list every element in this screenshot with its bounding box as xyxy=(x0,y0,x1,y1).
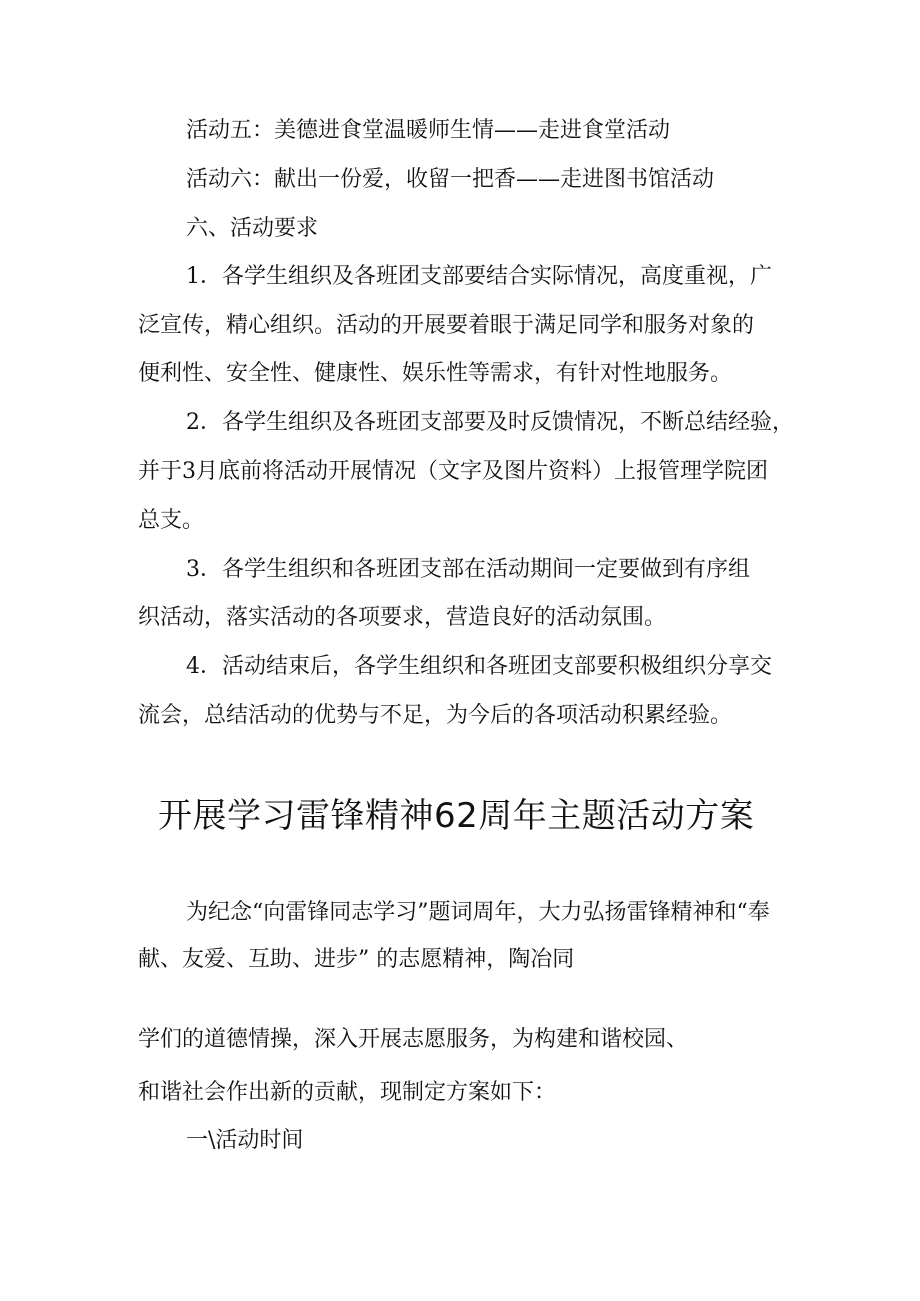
activity-five-line: 活动五：美德进食堂温暖师生情——走进食堂活动 xyxy=(186,118,671,143)
requirement-2-line-3: 总支。 xyxy=(138,508,205,533)
requirement-1-line-3: 便利性、安全性、健康性、娱乐性等需求，有针对性地服务。 xyxy=(138,361,733,386)
intro-line-2: 献、友爱、互助、进步” 的志愿精神，陶冶同 xyxy=(138,947,575,972)
activity-time-heading: 一\活动时间 xyxy=(186,1128,304,1153)
intro-line-3: 学们的道德情操，深入开展志愿服务，为构建和谐校园、 xyxy=(138,1027,689,1052)
requirement-4-line-2: 流会，总结活动的优势与不足，为今后的各项活动积累经验。 xyxy=(138,703,733,728)
requirement-4-line-1: 4．活动结束后，各学生组织和各班团支部要积极组织分享交 xyxy=(186,654,772,679)
requirement-1-line-1: 1．各学生组织及各班团支部要结合实际情况，高度重视，广 xyxy=(186,264,772,289)
intro-line-1: 为纪念“向雷锋同志学习”题词周年，大力弘扬雷锋精神和“奉 xyxy=(186,900,770,925)
document-title: 开展学习雷锋精神62周年主题活动方案 xyxy=(158,796,755,836)
requirements-heading: 六、活动要求 xyxy=(186,216,319,241)
requirement-2-line-1: 2．各学生组织及各班团支部要及时反馈情况，不断总结经验， xyxy=(186,410,794,435)
requirement-2-line-2: 并于3月底前将活动开展情况（文字及图片资料）上报管理学院团 xyxy=(138,459,768,484)
requirement-3-line-2: 织活动，落实活动的各项要求，营造良好的活动氛围。 xyxy=(138,605,667,630)
requirement-3-line-1: 3．各学生组织和各班团支部在活动期间一定要做到有序组 xyxy=(186,557,750,582)
activity-six-line: 活动六：献出一份爱，收留一把香——走进图书馆活动 xyxy=(186,167,715,192)
intro-line-4: 和谐社会作出新的贡献，现制定方案如下： xyxy=(138,1080,557,1105)
requirement-1-line-2: 泛宣传，精心组织。活动的开展要着眼于满足同学和服务对象的 xyxy=(138,313,755,338)
